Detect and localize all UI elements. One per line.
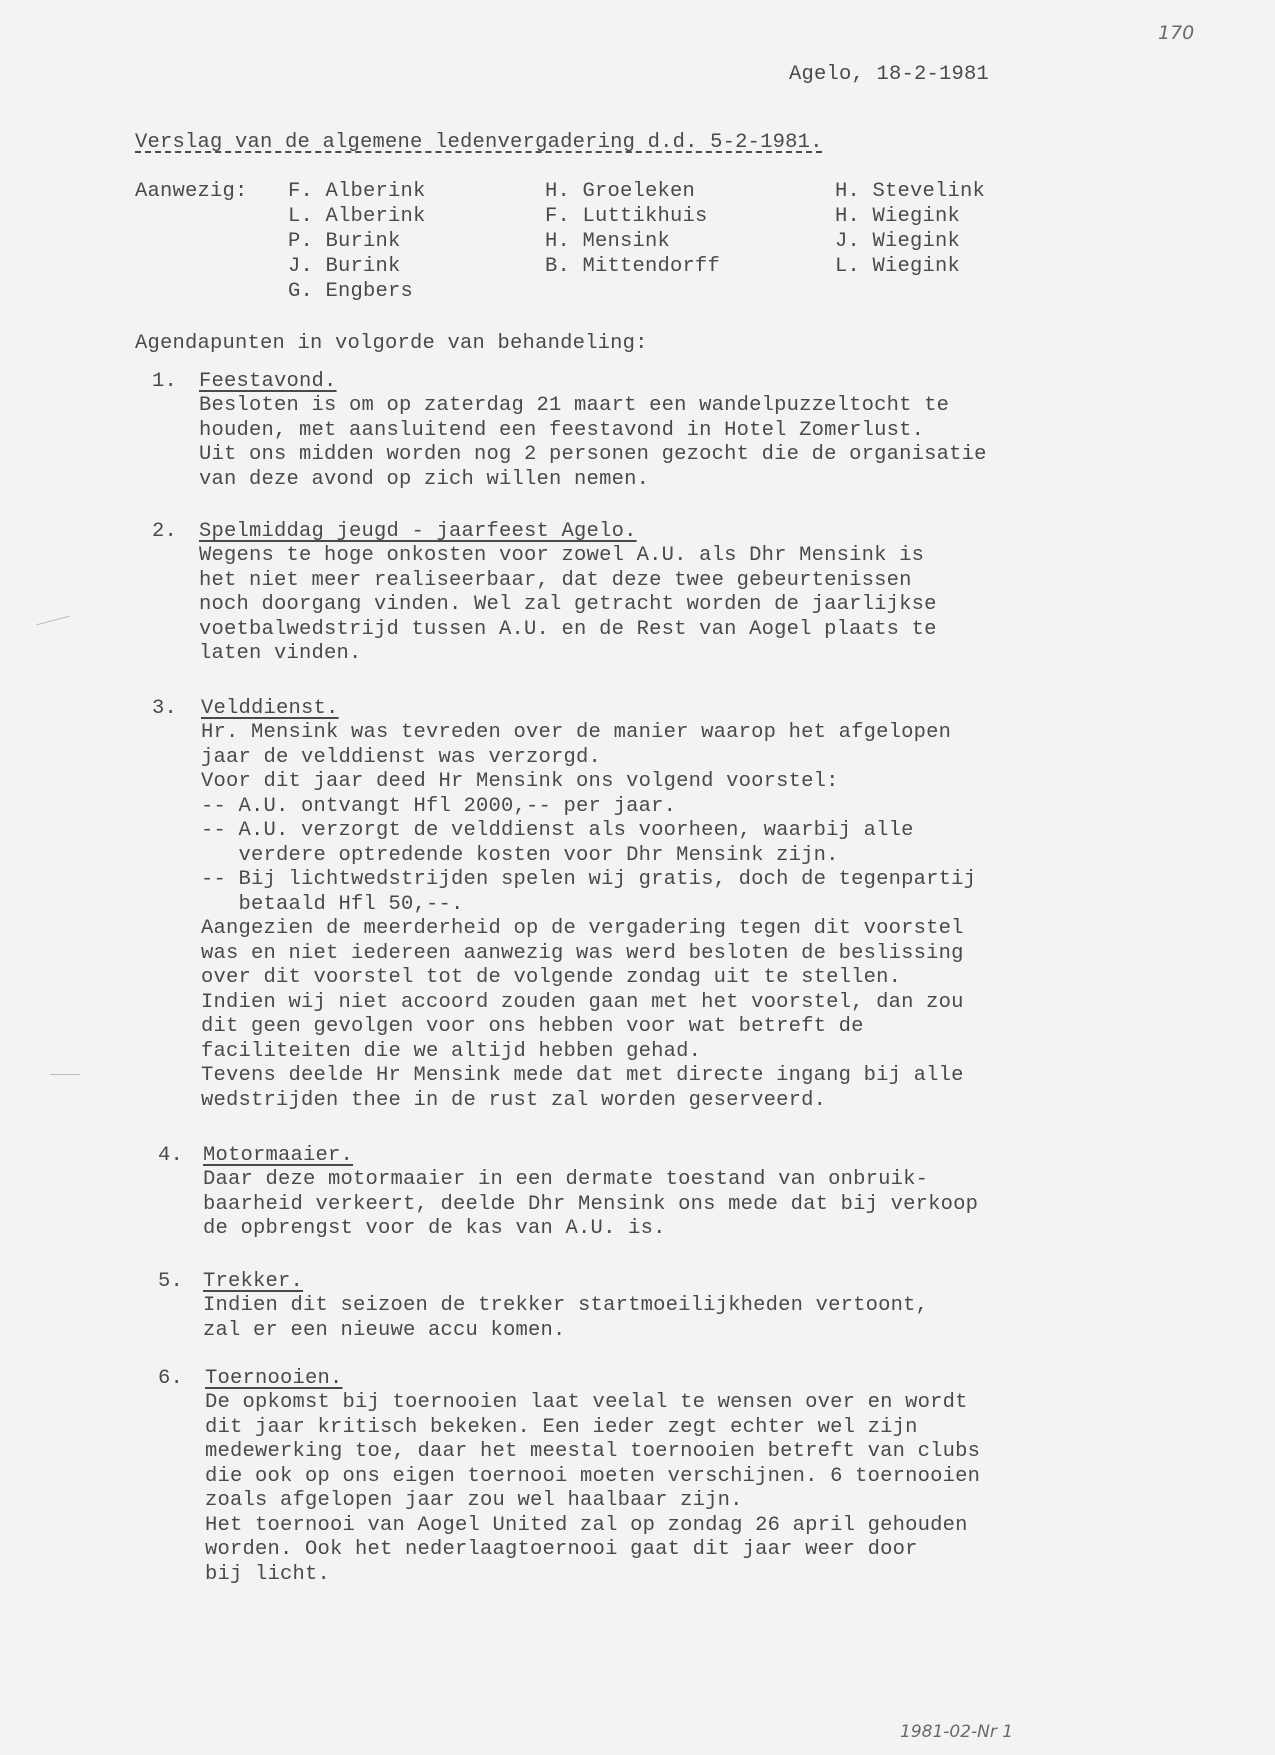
attendee: H. Stevelink bbox=[835, 180, 986, 203]
item-line: Tevens deelde Hr Mensink mede dat met directe ingang bij alle bbox=[201, 1064, 964, 1087]
attendee: B. Mittendorff bbox=[545, 255, 721, 278]
item-line: het niet meer realiseerbaar, dat deze twee gebeurtenissen bbox=[199, 569, 912, 592]
item-line: Voor dit jaar deed Hr Mensink ons volgend voorstel: bbox=[201, 770, 839, 793]
item-line: worden. Ook het nederlaagtoernooi gaat dit jaar weer door bbox=[205, 1538, 918, 1561]
item-line: De opkomst bij toernooien laat veelal te wensen over en wordt bbox=[205, 1391, 968, 1414]
item-line: -- A.U. verzorgt de velddienst als voorheen, waarbij alle bbox=[201, 819, 914, 842]
item-heading: Spelmiddag jeugd - jaarfeest Agelo. bbox=[199, 520, 637, 543]
attendance-label: Aanwezig: bbox=[135, 180, 248, 203]
attendee: H. Groeleken bbox=[545, 180, 696, 203]
handwritten-reference: 1981-02-Nr 1 bbox=[900, 1722, 1014, 1742]
item-number: 3. bbox=[152, 697, 178, 720]
item-heading: Toernooien. bbox=[205, 1367, 343, 1390]
item-line: van deze avond op zich willen nemen. bbox=[199, 468, 650, 491]
item-line: zoals afgelopen jaar zou wel haalbaar zijn. bbox=[205, 1489, 743, 1512]
item-line: noch doorgang vinden. Wel zal getracht worden de jaarlijkse bbox=[199, 593, 937, 616]
attendee: F. Luttikhuis bbox=[545, 205, 708, 228]
document-title: Verslag van de algemene ledenvergadering d.d. 5-2-1981. bbox=[135, 131, 823, 154]
item-line: wedstrijden thee in de rust zal worden geserveerd. bbox=[201, 1089, 827, 1112]
item-line: verdere optredende kosten voor Dhr Mensink zijn. bbox=[201, 844, 839, 867]
item-line: de opbrengst voor de kas van A.U. is. bbox=[203, 1217, 666, 1240]
item-heading: Motormaaier. bbox=[203, 1144, 354, 1167]
item-line: baarheid verkeert, deelde Dhr Mensink ons mede dat bij verkoop bbox=[203, 1193, 979, 1216]
item-heading: Velddienst. bbox=[201, 697, 339, 720]
attendee: H. Mensink bbox=[545, 230, 671, 253]
agenda-intro: Agendapunten in volgorde van behandeling: bbox=[135, 332, 648, 355]
item-line: dit jaar kritisch bekeken. Een ieder zegt echter wel zijn bbox=[205, 1416, 918, 1439]
item-line: Uit ons midden worden nog 2 personen gezocht die de organisatie bbox=[199, 443, 987, 466]
item-line: Besloten is om op zaterdag 21 maart een wandelpuzzeltocht te bbox=[199, 394, 950, 417]
item-line: Hr. Mensink was tevreden over de manier waarop het afgelopen bbox=[201, 721, 952, 744]
item-line: over dit voorstel tot de volgende zondag uit te stellen. bbox=[201, 966, 902, 989]
item-number: 4. bbox=[158, 1144, 184, 1167]
attendee: J. Burink bbox=[288, 255, 401, 278]
item-line: Aangezien de meerderheid op de vergadering tegen dit voorstel bbox=[201, 917, 964, 940]
item-heading: Feestavond. bbox=[199, 370, 337, 393]
item-line: -- Bij lichtwedstrijden spelen wij gratis, doch de tegenpartij bbox=[201, 868, 977, 891]
item-number: 6. bbox=[158, 1367, 184, 1390]
item-line: Daar deze motormaaier in een dermate toestand van onbruik- bbox=[203, 1168, 929, 1191]
attendee: F. Alberink bbox=[288, 180, 426, 203]
attendee: H. Wiegink bbox=[835, 205, 961, 228]
item-line: houden, met aansluitend een feestavond in Hotel Zomerlust. bbox=[199, 419, 925, 442]
item-line: Indien dit seizoen de trekker startmoeilijkheden vertoont, bbox=[203, 1294, 929, 1317]
item-line: zal er een nieuwe accu komen. bbox=[203, 1319, 566, 1342]
item-line: -- A.U. ontvangt Hfl 2000,-- per jaar. bbox=[201, 795, 677, 818]
item-line: dit geen gevolgen voor ons hebben voor wat betreft de bbox=[201, 1015, 864, 1038]
item-number: 5. bbox=[158, 1270, 184, 1293]
item-line: Indien wij niet accoord zouden gaan met het voorstel, dan zou bbox=[201, 991, 964, 1014]
item-line: bij licht. bbox=[205, 1563, 331, 1586]
archive-number: 170 bbox=[1158, 22, 1195, 44]
item-line: jaar de velddienst was verzorgd. bbox=[201, 746, 602, 769]
item-line: Wegens te hoge onkosten voor zowel A.U. als Dhr Mensink is bbox=[199, 544, 925, 567]
item-line: was en niet iedereen aanwezig was werd besloten de beslissing bbox=[201, 942, 964, 965]
item-heading: Trekker. bbox=[203, 1270, 304, 1293]
item-line: medewerking toe, daar het meestal toernooien betreft van clubs bbox=[205, 1440, 981, 1463]
attendee: P. Burink bbox=[288, 230, 401, 253]
margin-mark bbox=[50, 1074, 80, 1075]
margin-mark bbox=[36, 616, 69, 626]
attendee: L. Wiegink bbox=[835, 255, 961, 278]
item-line: laten vinden. bbox=[199, 642, 362, 665]
place-date: Agelo, 18-2-1981 bbox=[789, 63, 990, 86]
attendee: J. Wiegink bbox=[835, 230, 961, 253]
item-number: 2. bbox=[152, 520, 178, 543]
item-line: die ook op ons eigen toernooi moeten verschijnen. 6 toernooien bbox=[205, 1465, 981, 1488]
item-line: Het toernooi van Aogel United zal op zondag 26 april gehouden bbox=[205, 1514, 968, 1537]
item-line: voetbalwedstrijd tussen A.U. en de Rest van Aogel plaats te bbox=[199, 618, 937, 641]
item-number: 1. bbox=[152, 370, 178, 393]
attendee: G. Engbers bbox=[288, 280, 414, 303]
item-line: faciliteiten die we altijd hebben gehad. bbox=[201, 1040, 702, 1063]
item-line: betaald Hfl 50,--. bbox=[201, 893, 464, 916]
attendee: L. Alberink bbox=[288, 205, 426, 228]
